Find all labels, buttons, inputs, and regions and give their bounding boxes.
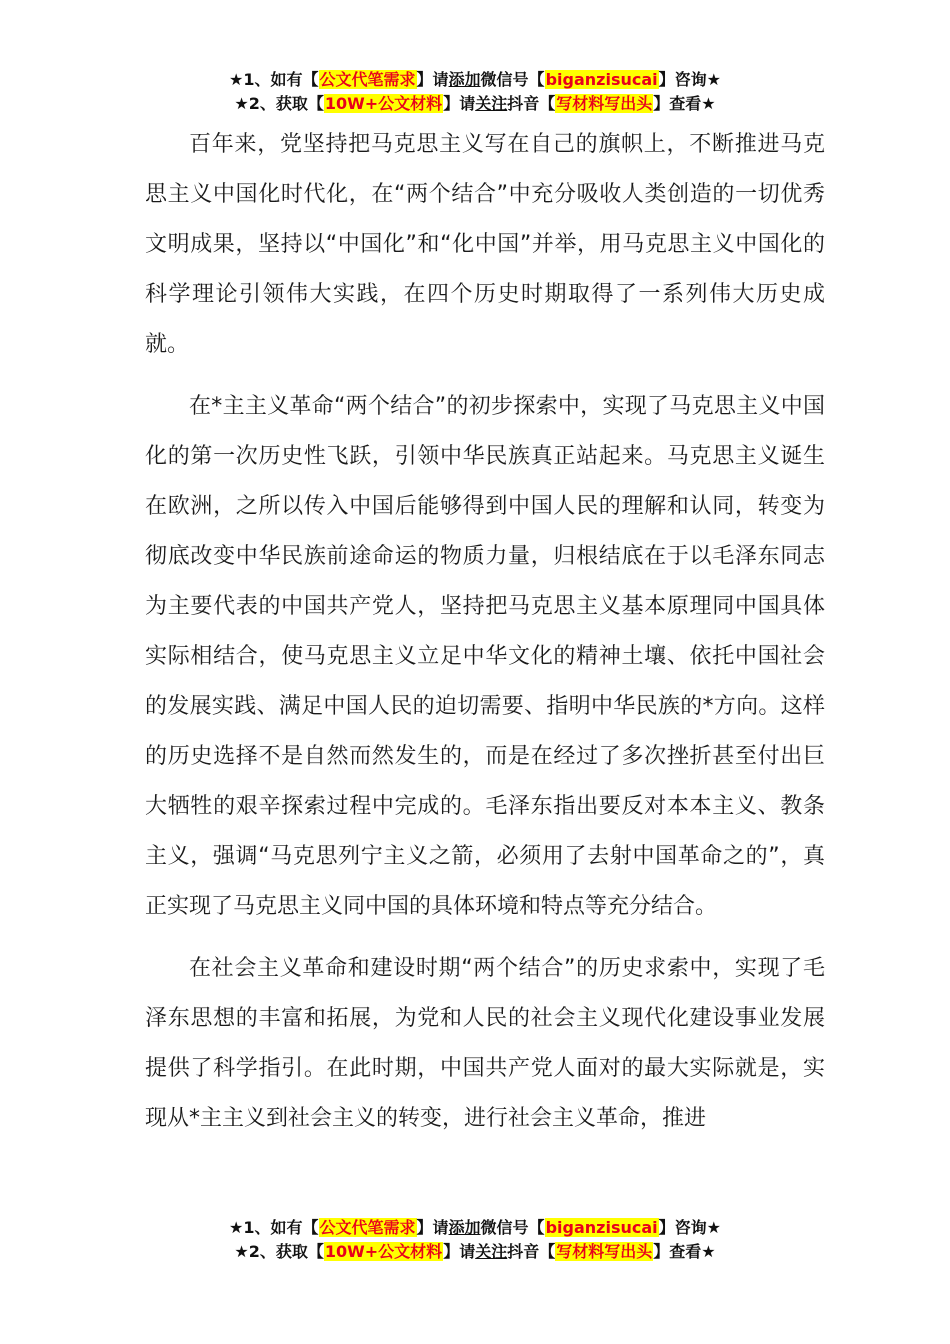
banner-text: 】请 (443, 1242, 476, 1261)
banner-text: 】咨询★ (658, 70, 721, 89)
header-banner (0, 68, 950, 116)
banner-text: ★2、获取【 (234, 1242, 324, 1261)
banner-highlight: 写材料写出头 (556, 94, 653, 113)
banner-highlight: 写材料写出头 (556, 1242, 653, 1261)
banner-text: 抖音【 (507, 1242, 556, 1261)
banner-text: 】查看★ (653, 94, 716, 113)
banner-highlight: biganzisucai (545, 70, 658, 89)
banner-line-1 (0, 1216, 950, 1240)
banner-underline-text: 关注 (475, 1242, 508, 1261)
banner-underline-text: 关注 (475, 94, 508, 113)
banner-text: 】咨询★ (658, 1218, 721, 1237)
banner-line-2 (0, 92, 950, 116)
banner-highlight: 公文代笔需求 (319, 1218, 416, 1237)
banner-text: 】请 (443, 94, 476, 113)
banner-highlight: 10W+公文材料 (324, 94, 443, 113)
paragraph-1: 百年来，党坚持把马克思主义写在自己的旗帜上，不断推进马克思主义中国化时代化，在“两个结合”中充分吸收人类创造的一切优秀文明成果，坚持以“中国化”和“化中国”并举，用马克思主义中国化的科学理论引领伟大实践，在四个历史时期取得了一系列伟大历史成就。 (145, 132, 825, 357)
banner-text: ★1、如有【 (229, 70, 319, 89)
banner-text: 微信号【 (480, 1218, 545, 1237)
banner-underline-text: 添加 (448, 70, 481, 89)
banner-line-1 (0, 68, 950, 92)
paragraph-3: 在社会主义革命和建设时期“两个结合”的历史求索中，实现了毛泽东思想的丰富和拓展，为党和人民的社会主义现代化建设事业发展提供了科学指引。在此时期，中国共产党人面对的最大实际就是，实现从*主主义到社会主义的转变，进行社会主义革命，推进 (145, 956, 825, 1131)
banner-text: ★2、获取【 (234, 94, 324, 113)
document-body (145, 120, 825, 1156)
banner-text: 】请 (416, 1218, 449, 1237)
banner-highlight: biganzisucai (545, 1218, 658, 1237)
banner-text: 微信号【 (480, 70, 545, 89)
banner-line-2 (0, 1240, 950, 1264)
footer-banner (0, 1216, 950, 1264)
paragraph-2: 在*主主义革命“两个结合”的初步探索中，实现了马克思主义中国化的第一次历史性飞跃，引领中华民族真正站起来。马克思主义诞生在欧洲，之所以传入中国后能够得到中国人民的理解和认同，转变为彻底改变中华民族前途命运的物质力量，归根结底在于以毛泽东同志为主要代表的中国共产党人，坚持把马克思主义基本原理同中国具体实际相结合，使马克思主义立足中华文化的精神土壤、依托中国社会的发展实践、满足中国人民的迫切需要、指明中华民族的*方向。这样的历史选择不是自然而然发生的，而是在经过了多次挫折甚至付出巨大牺牲的艰辛探索过程中完成的。毛泽东指出要反对本本主义、教条主义，强调“马克思列宁主义之箭，必须用了去射中国革命之的”，真正实现了马克思主义同中国的具体环境和特点等充分结合。 (145, 394, 825, 919)
banner-highlight: 10W+公文材料 (324, 1242, 443, 1261)
banner-text: 抖音【 (507, 94, 556, 113)
banner-text: ★1、如有【 (229, 1218, 319, 1237)
banner-text: 】查看★ (653, 1242, 716, 1261)
banner-underline-text: 添加 (448, 1218, 481, 1237)
banner-highlight: 公文代笔需求 (319, 70, 416, 89)
banner-text: 】请 (416, 70, 449, 89)
